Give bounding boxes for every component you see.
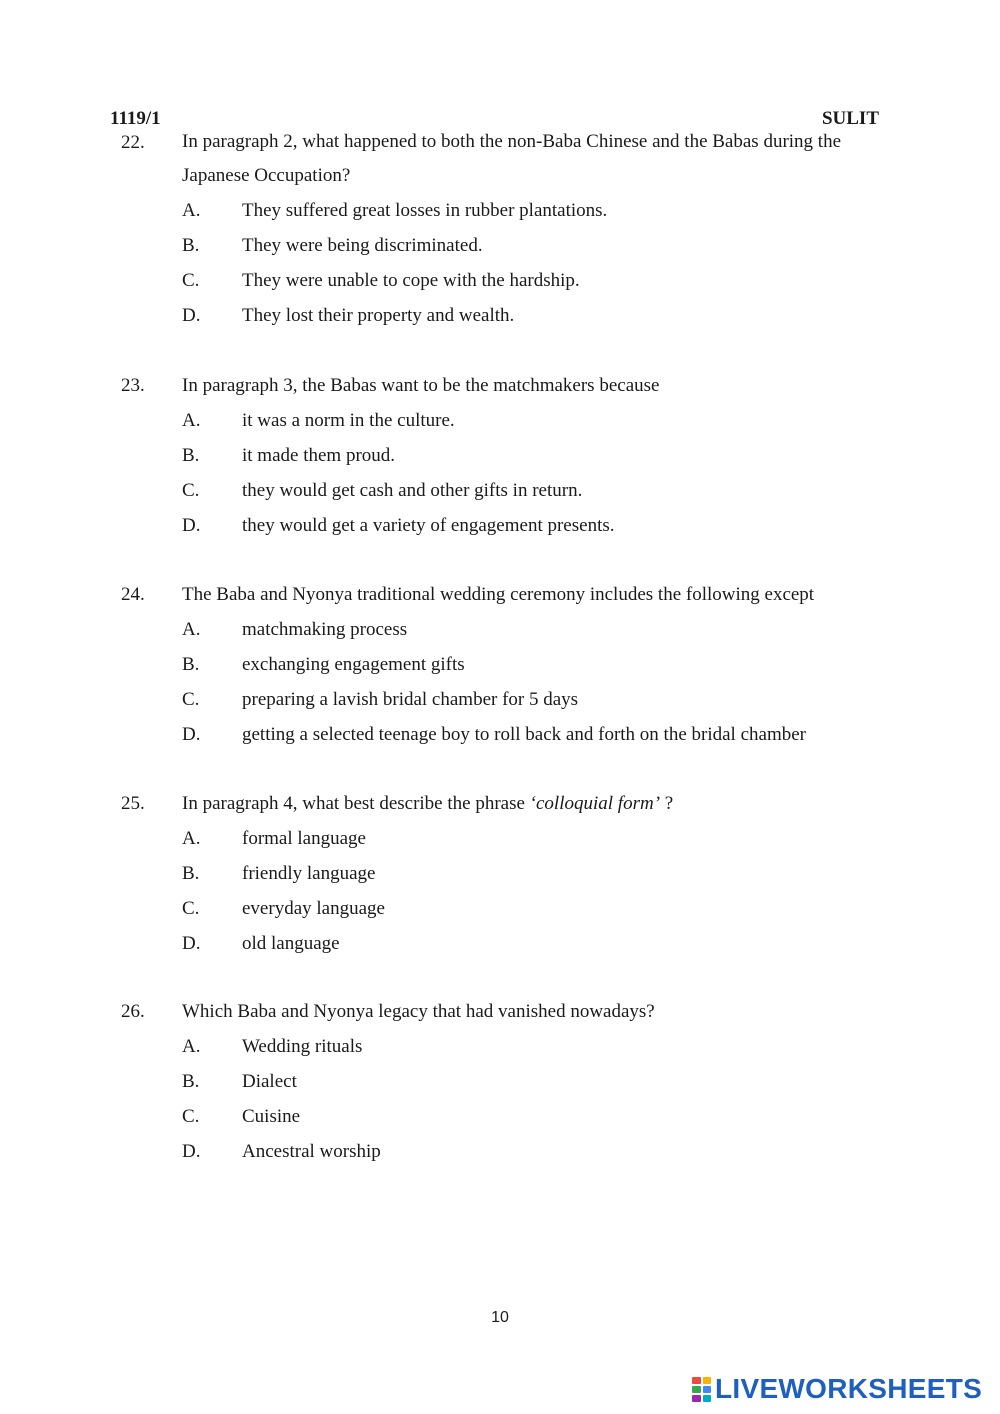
liveworksheets-logo[interactable] <box>692 1373 982 1405</box>
option-text: old language <box>242 933 340 954</box>
option-letter: D. <box>182 933 201 954</box>
question-25 <box>121 786 891 961</box>
option-c[interactable] <box>182 682 891 717</box>
option-letter: B. <box>182 445 200 466</box>
option-a[interactable] <box>182 612 891 647</box>
logo-block <box>703 1386 712 1393</box>
option-d[interactable] <box>182 508 891 543</box>
liveworksheets-logo-icon <box>692 1377 711 1402</box>
page-number: 10 <box>491 1309 509 1326</box>
option-b[interactable] <box>182 1064 891 1099</box>
option-text: matchmaking process <box>242 619 408 640</box>
option-a[interactable] <box>182 403 891 438</box>
option-text: getting a selected teenage boy to roll back and forth on the bridal chamber <box>242 724 806 745</box>
option-letter: D. <box>182 1141 201 1162</box>
question-26 <box>121 994 891 1169</box>
question-text: In paragraph 3, the Babas want to be the matchmakers because <box>182 375 660 396</box>
question-text <box>182 786 891 821</box>
question-text-after: ? <box>660 793 674 814</box>
option-text: everyday language <box>242 898 385 919</box>
question-text: The Baba and Nyonya traditional wedding ceremony includes the following except <box>182 584 815 605</box>
question-number: 26. <box>121 1001 145 1022</box>
question-text: Which Baba and Nyonya legacy that had vanished nowadays? <box>182 1001 655 1022</box>
option-letter: B. <box>182 863 200 884</box>
option-c[interactable] <box>182 473 891 508</box>
option-letter: A. <box>182 200 201 221</box>
option-d[interactable] <box>182 298 891 333</box>
option-text: it made them proud. <box>242 445 396 466</box>
option-text: They were unable to cope with the hardship. <box>242 270 580 291</box>
logo-block <box>692 1377 701 1384</box>
option-text: exchanging engagement gifts <box>242 654 465 675</box>
option-text: formal language <box>242 828 366 849</box>
option-text: they would get a variety of engagement presents. <box>242 515 615 536</box>
question-24 <box>121 577 891 752</box>
option-letter: C. <box>182 1106 200 1127</box>
question-number: 24. <box>121 584 145 605</box>
option-c[interactable] <box>182 891 891 926</box>
option-letter: D. <box>182 515 201 536</box>
option-letter: B. <box>182 654 200 675</box>
logo-block <box>703 1395 712 1402</box>
option-letter: B. <box>182 1071 200 1092</box>
option-letter: D. <box>182 305 201 326</box>
option-c[interactable] <box>182 263 891 298</box>
option-d[interactable] <box>182 1134 891 1169</box>
option-text: preparing a lavish bridal chamber for 5 days <box>242 689 579 710</box>
option-text: it was a norm in the culture. <box>242 410 455 431</box>
option-letter: C. <box>182 898 200 919</box>
option-d[interactable] <box>182 717 891 752</box>
option-text: They lost their property and wealth. <box>242 305 515 326</box>
option-text: they would get cash and other gifts in return. <box>242 480 583 501</box>
option-text: Cuisine <box>242 1106 301 1127</box>
option-a[interactable] <box>182 193 891 228</box>
logo-block <box>692 1395 701 1402</box>
option-letter: D. <box>182 724 201 745</box>
option-b[interactable] <box>182 438 891 473</box>
option-letter: A. <box>182 1036 201 1057</box>
option-letter: B. <box>182 235 200 256</box>
option-c[interactable] <box>182 1099 891 1134</box>
question-text: In paragraph 2, what happened to both the non-Baba Chinese and the Babas during the Japanese Occupation? <box>182 131 842 186</box>
option-letter: A. <box>182 619 201 640</box>
question-23 <box>121 368 891 543</box>
option-text: They were being discriminated. <box>242 235 483 256</box>
question-22 <box>121 125 891 333</box>
option-b[interactable] <box>182 647 891 682</box>
paper-code: 1119/1 <box>110 108 161 129</box>
option-d[interactable] <box>182 926 891 961</box>
brand-name: LIVEWORKSHEETS <box>715 1373 983 1404</box>
option-b[interactable] <box>182 856 891 891</box>
option-text: They suffered great losses in rubber plantations. <box>242 200 608 221</box>
option-text: friendly language <box>242 863 376 884</box>
option-letter: C. <box>182 270 200 291</box>
option-b[interactable] <box>182 228 891 263</box>
option-text: Dialect <box>242 1071 297 1092</box>
option-a[interactable] <box>182 821 891 856</box>
option-letter: C. <box>182 480 200 501</box>
option-letter: C. <box>182 689 200 710</box>
logo-block <box>692 1386 701 1393</box>
logo-block <box>703 1377 712 1384</box>
question-text-phrase: ‘colloquial form’ <box>529 793 661 814</box>
option-letter: A. <box>182 410 201 431</box>
question-text-before: In paragraph 4, what best describe the phrase <box>182 793 530 814</box>
option-a[interactable] <box>182 1029 891 1064</box>
option-letter: A. <box>182 828 201 849</box>
question-number: 22. <box>121 132 145 153</box>
question-number: 23. <box>121 375 145 396</box>
question-number: 25. <box>121 793 145 814</box>
option-text: Wedding rituals <box>242 1036 363 1057</box>
classification-label: SULIT <box>821 108 879 129</box>
option-text: Ancestral worship <box>242 1141 381 1162</box>
